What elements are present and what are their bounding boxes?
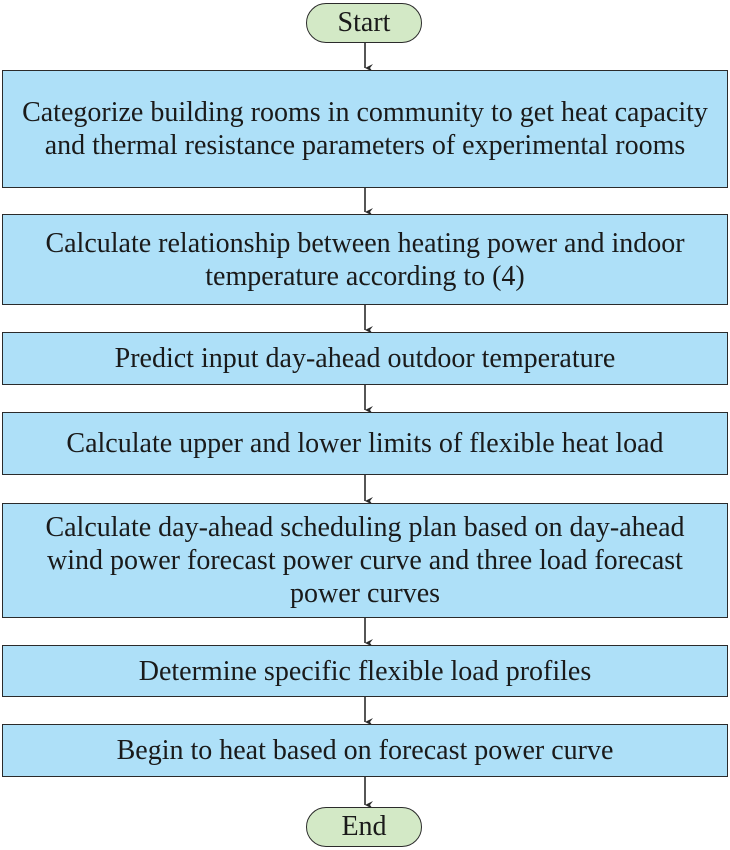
step-determine-profiles xyxy=(2,645,728,697)
end-terminal xyxy=(306,807,422,847)
step-5-text: Calculate day-ahead scheduling plan based on day-ahead wind power forecast power curve and three load forecast power curves xyxy=(45,512,685,609)
step-calculate-limits xyxy=(2,412,728,475)
end-label: End xyxy=(341,811,387,842)
step-2-text: Calculate relationship between heating power and indoor temperature according to (4) xyxy=(45,227,685,292)
step-6-text: Determine specific flexible load profiles xyxy=(138,655,592,687)
step-categorize-rooms xyxy=(2,70,728,188)
step-3-text: Predict input day-ahead outdoor temperature xyxy=(114,343,616,374)
step-calculate-relationship xyxy=(2,214,728,305)
step-4-text: Calculate upper and lower limits of flexible heat load xyxy=(66,428,664,459)
step-scheduling-plan xyxy=(2,503,728,618)
start-terminal xyxy=(306,3,422,43)
start-label: Start xyxy=(337,7,391,38)
step-1-text: Categorize building rooms in community to get heat capacity and thermal resistance parameters of experimental rooms xyxy=(22,97,708,161)
step-begin-heating xyxy=(2,724,728,777)
step-7-text: Begin to heat based on forecast power curve xyxy=(116,735,614,766)
step-predict-temperature xyxy=(2,332,728,385)
